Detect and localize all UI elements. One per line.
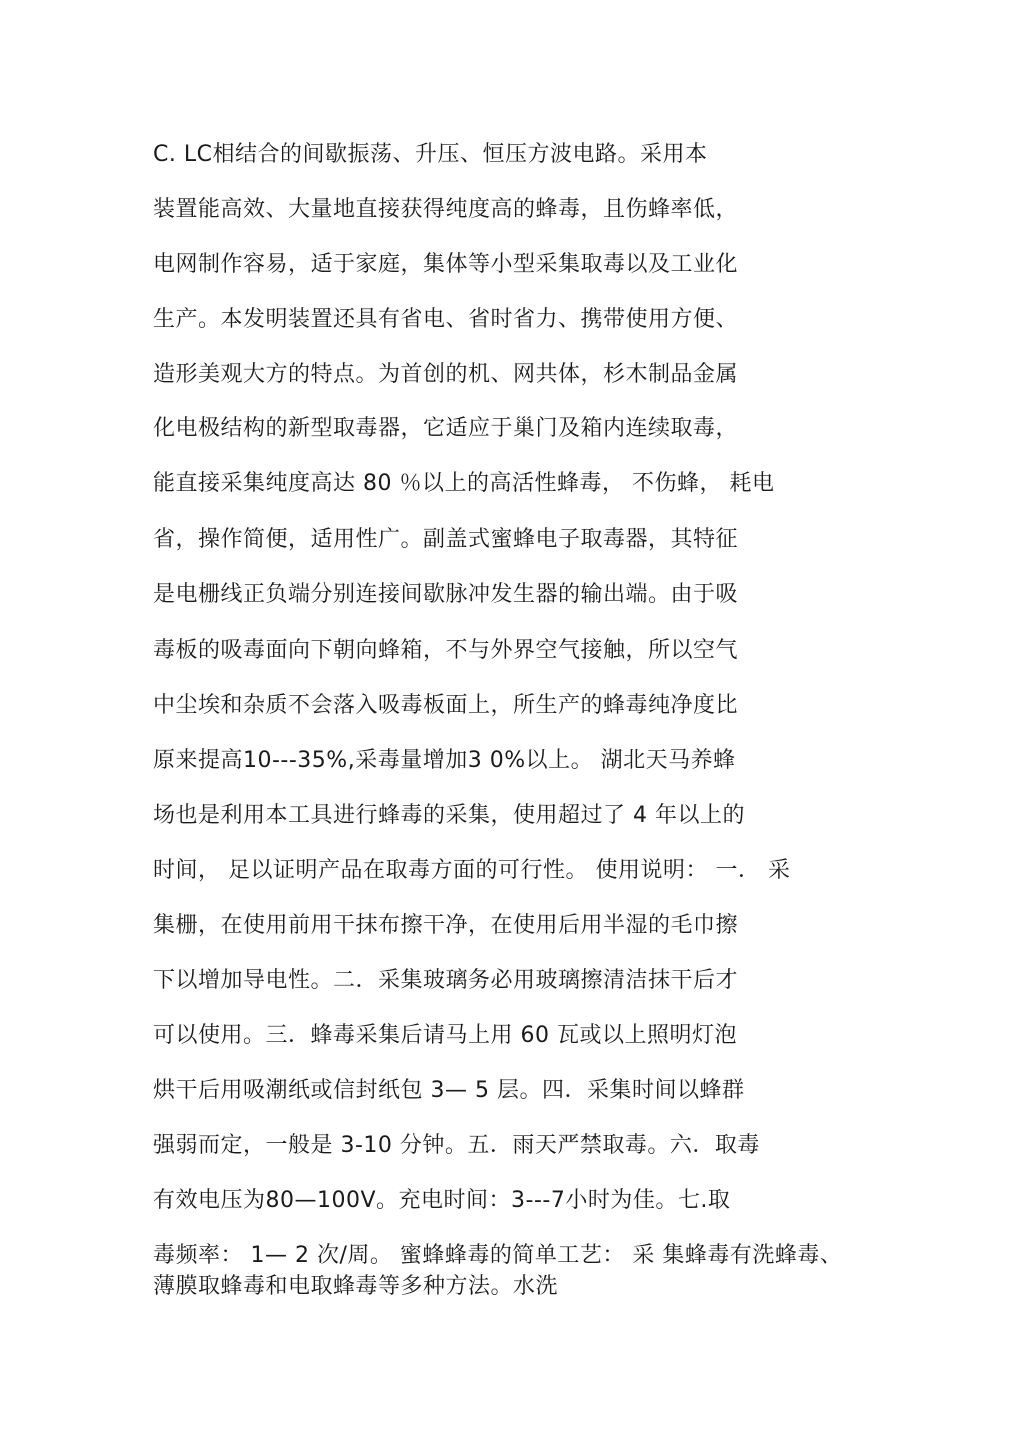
text-line: 集栅，在使用前用干抹布擦干净，在使用后用半湿的毛巾擦 bbox=[153, 913, 739, 938]
text-line: 省，操作简便，适用性广。副盖式蜜蜂电子取毒器，其特征 bbox=[153, 527, 739, 552]
text-line: 原来提高10---35%,采毒量增加3 0%以上。 湖北天马养蜂 bbox=[153, 748, 736, 773]
text-line: 中尘埃和杂质不会落入吸毒板面上，所生产的蜂毒纯净度比 bbox=[153, 693, 739, 718]
text-line: 有效电压为80—100V。充电时间：3---7小时为佳。七.取 bbox=[153, 1188, 731, 1213]
text-line: 场也是利用本工具进行蜂毒的采集，使用超过了 4 年以上的 bbox=[153, 803, 745, 828]
text-line: 下以增加导电性。二．采集玻璃务必用玻璃擦清洁抹干后才 bbox=[153, 968, 739, 993]
text-line: 生产。本发明装置还具有省电、省时省力、携带使用方便、 bbox=[153, 307, 739, 332]
text-line: C. LC相结合的间歇振荡、升压、恒压方波电路。采用本 bbox=[153, 142, 708, 167]
text-line: 毒频率： 1— 2 次/周。 蜜蜂蜂毒的简单工艺： 采 集蜂毒有洗蜂毒、 bbox=[153, 1243, 843, 1268]
text-line: 是电栅线正负端分别连接间歇脉冲发生器的输出端。由于吸 bbox=[153, 582, 739, 607]
text-line: 时间， 足以证明产品在取毒方面的可行性。 使用说明： 一． 采 bbox=[153, 858, 791, 883]
text-line: 烘干后用吸潮纸或信封纸包 3— 5 层。四．采集时间以蜂群 bbox=[153, 1078, 745, 1103]
text-line: 造形美观大方的特点。为首创的机、网共体，杉木制品金属 bbox=[153, 362, 739, 387]
text-line: 可以使用。三．蜂毒采集后请马上用 60 瓦或以上照明灯泡 bbox=[153, 1023, 737, 1048]
text-line: 薄膜取蜂毒和电取蜂毒等多种方法。水洗 bbox=[153, 1274, 559, 1299]
text-line: 装置能高效、大量地直接获得纯度高的蜂毒，且伤蜂率低， bbox=[153, 197, 739, 222]
text-line: 强弱而定，一般是 3-10 分钟。五．雨天严禁取毒。六．取毒 bbox=[153, 1133, 760, 1158]
text-line: 毒板的吸毒面向下朝向蜂箱，不与外界空气接触，所以空气 bbox=[153, 638, 739, 663]
text-line: 化电极结构的新型取毒器，它适应于巢门及箱内连续取毒， bbox=[153, 416, 739, 441]
text-line: 电网制作容易，适于家庭，集体等小型采集取毒以及工业化 bbox=[153, 252, 739, 277]
text-line: 能直接采集纯度高达 80 ％以上的高活性蜂毒， 不伤蜂， 耗电 bbox=[153, 471, 775, 496]
